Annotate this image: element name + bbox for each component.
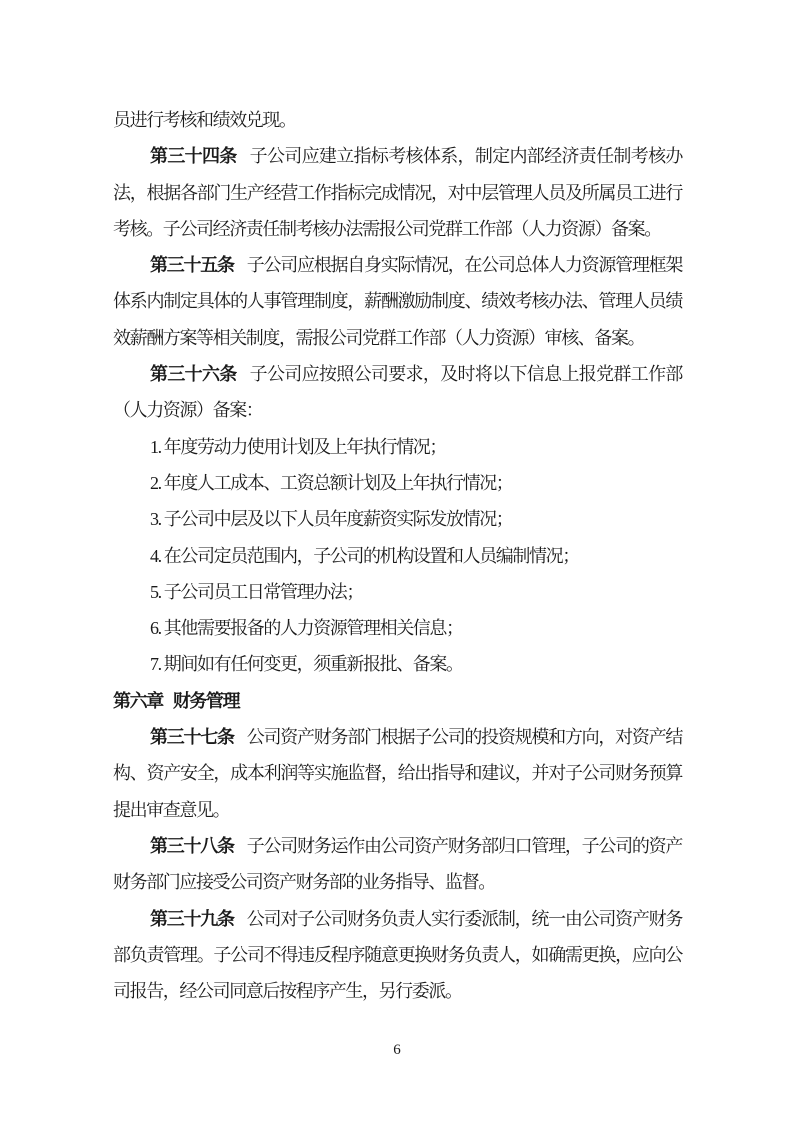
paragraph-continuation: 员进行考核和绩效兑现。 <box>113 110 296 130</box>
chapter-6-title: 财务管理 <box>172 690 240 711</box>
report-item-4: 4. 在公司定员范围内，子公司的机构设置和人员编制情况； <box>150 545 579 566</box>
article-34-text: 子公司应建立指标考核体系，制定内部经济责任制考核办法，根据各部门生产经营工作指标完成情况，对中层管理人员及所属员工进行考核。子公司经济责任制考核办法需报公司党群工作部（人力资源）备案。 <box>113 146 683 239</box>
article-35-text: 子公司应根据自身实际情况，在公司总体人力资源管理框架体系内制定具体的人事管理制度，薪酬激励制度、绩效考核办法、管理人员绩效薪酬方案等相关制度，需报公司党群工作部（人力资源）审核、备案。 <box>113 255 682 348</box>
report-item-5: 5. 子公司员工日常管理办法； <box>150 581 363 602</box>
article-36-text: 子公司应按照公司要求，及时将以下信息上报党群工作部（人力资源）备案： <box>113 364 683 421</box>
article-34 <box>113 138 682 247</box>
article-36 <box>113 356 682 429</box>
report-item-2: 2. 年度人工成本、工资总额计划及上年执行情况； <box>150 472 513 493</box>
page-number: 6 <box>393 1042 401 1058</box>
report-item-1: 1. 年度劳动力使用计划及上年执行情况； <box>150 436 446 457</box>
article-37-number: 第三十七条 <box>150 727 234 748</box>
article-37-text: 公司资产财务部门根据子公司的投资规模和方向，对资产结构、资产安全，成本利润等实施监督，给出指导和建议，并对子公司财务预算提出审查意见。 <box>113 727 682 820</box>
report-item-6: 6. 其他需要报备的人力资源管理相关信息； <box>150 618 463 639</box>
article-37 <box>113 719 682 828</box>
article-38 <box>113 828 682 901</box>
article-39-text: 公司对子公司财务负责人实行委派制，统一由公司资产财务部负责管理。子公司不得违反程序随意更换财务负责人，如确需更换，应向公司报告，经公司同意后按程序产生，另行委派。 <box>113 908 682 1002</box>
article-36-number: 第三十六条 <box>150 364 237 385</box>
article-38-number: 第三十八条 <box>150 835 234 856</box>
article-34-number: 第三十四条 <box>150 146 237 167</box>
page-footer <box>0 1040 794 1060</box>
report-item-7: 7. 期间如有任何变更，须重新报批、备案。 <box>150 654 463 675</box>
article-39 <box>113 901 682 1010</box>
article-39-number: 第三十九条 <box>150 908 234 929</box>
chapter-6-number: 第六章 <box>113 690 163 711</box>
document-body <box>113 102 682 1009</box>
article-38-text: 子公司财务运作由公司资产财务部归口管理，子公司的资产财务部门应接受公司资产财务部的业务指导、监督。 <box>113 835 682 893</box>
article-35 <box>113 247 682 356</box>
report-item-3: 3. 子公司中层及以下人员年度薪资实际发放情况； <box>150 509 513 530</box>
article-35-number: 第三十五条 <box>150 255 234 276</box>
chapter-6-heading <box>113 683 682 719</box>
